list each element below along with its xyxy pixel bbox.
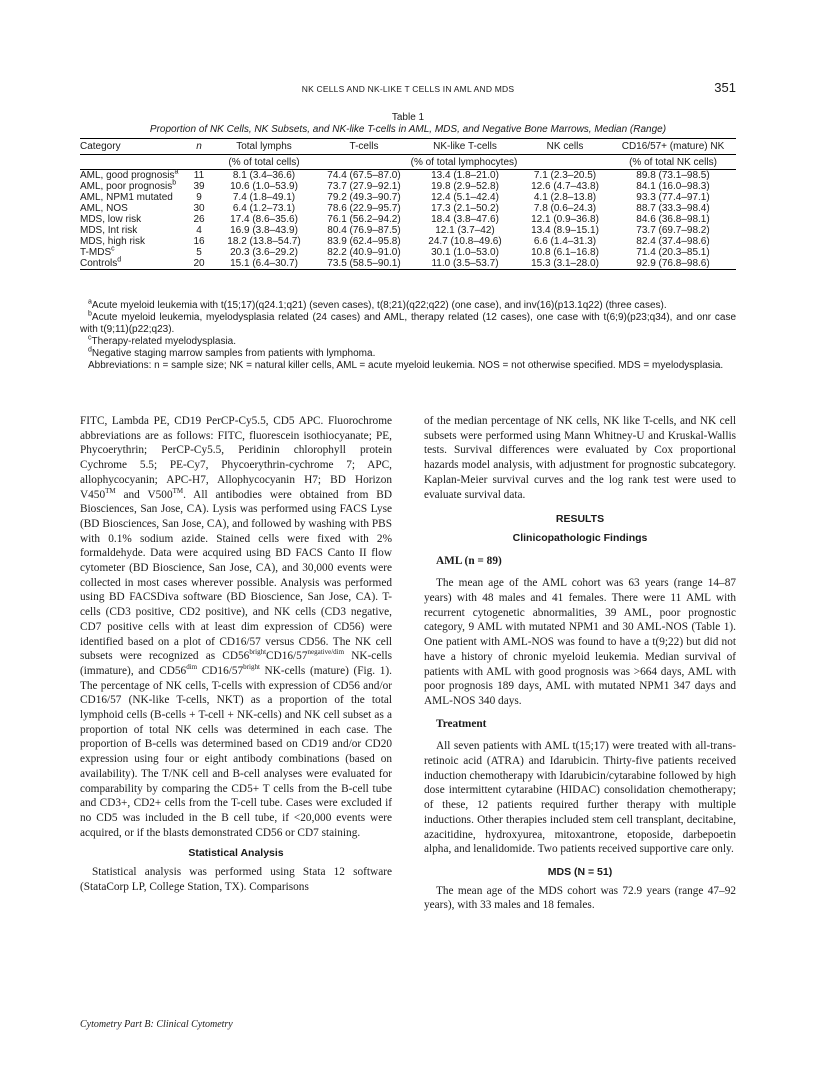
value-cell: 12.1 (0.9–36.8): [531, 214, 599, 225]
value-cell: 18.2 (13.8–54.7): [227, 236, 301, 247]
category-cell: Controls$^d$: [80, 258, 188, 270]
methods-paragraph: FITC, Lambda PE, CD19 PerCP-Cy5.5, CD5 APC. Fluorochrome abbreviations are as follows: FITC, fluorescein isothiocyanate; PE, Phycoerythrin; PerCP-Cy5.5, Peridinin chlorophyll protein Cychrome 5.5; PE-Cy7, Phycoerythrin-cychrome 7; APC, allophycocyanin; APC-H7, Allophycocyanin H7; BD Horizon V450™ and V500™. All antibodies were obtained from BD Biosciences, San Jose, CA). Lysis was performed using FACS Lyse (BD Biosciences, San Jose, CA), and followed by washing with PBS with 0.1% sodium azide. Stained cells were fixed with 2% formaldehyde. Data were acquired using BD FACS Canto II flow cytometer (BD Bioscience, San Jose, CA), and 30,000 events were collected in most cases wherever possible. Analysis was performed using BD FACSDiva software (BD Bioscience, San Jose, CA). T-cells (CD3 positive, CD2 positive), and NK cells (CD3 negative, CD7 positive cells with at least dim expression of CD56) were identified based on a plot of CD16/57 versus CD56. The NK cell subsets were recognized as $CD56^{bright}CD16/57^{negative/dim}$ NK-cells (immature), and $CD56^{dim}$ $CD16/57^{bright}$ NK-cells (mature) (Fig. 1). The percentage of NK cells, T-cells with expression of CD56 and/or CD16/57 (NK-like T-cells, NKT) as a proportion of the total lymphoid cells (B-cells + T-cell + NK-cells) and NK cell subset as a proportion of total NK cells was determined in each case. The proportion of B-cells was determined based on CD19 and/or CD20 expression using four or eight antibody combinations (based on availability). The T/NK cell and B-cell analyses were evaluated for comparability by comparing the CD5+ T cells from the B-cell tube and CD3+, CD2+ cells from the T-cell tube. Cases were excluded if no CD5 was included in the B cell tube, if <20,000 events were acquired, or if the blasts demonstrated CD56 or CD7 staining.: [80, 415, 393, 839]
n-cell: 39: [193, 181, 205, 192]
category-cell: MDS, low risk: [80, 214, 142, 225]
column-subheader: (% of total lymphocytes): [318, 155, 610, 170]
category-cell: AML, good prognosis$^a$: [80, 168, 179, 181]
n-cell: 20: [188, 258, 210, 270]
value-cell: 74.4 (67.5–87.0): [327, 170, 401, 181]
footnote-b: $^b$Acute myeloid leukemia, myelodysplasia related (24 cases) and AML, therapy related (12 cases), one case with t(6;9)(p23;q34), and onr case with t(9;11)(p22;q23).: [80, 310, 736, 335]
value-cell: 88.7 (33.3–98.4): [636, 203, 710, 214]
value-cell: 7.4 (1.8–49.1): [232, 192, 296, 203]
n-cell: 9: [196, 192, 202, 203]
value-cell: 18.4 (3.8–47.6): [431, 214, 499, 225]
column-header: n: [188, 139, 210, 155]
n-cell: 5: [196, 247, 202, 258]
value-cell: 4.1 (2.8–13.8): [533, 192, 597, 203]
value-cell: 12.4 (5.1–42.4): [431, 192, 499, 203]
section-heading-statistical-analysis: Statistical Analysis: [188, 847, 284, 860]
column-header: CD16/57+ (mature) NK: [610, 139, 736, 155]
subsection-heading-clinicopathologic: Clinicopathologic Findings: [512, 531, 648, 544]
left-column: [80, 414, 392, 895]
value-cell: 6.6 (1.4–31.3): [533, 236, 597, 247]
category-cell: T-MDS$^c$: [80, 245, 115, 258]
value-cell: 15.1 (6.4–30.7): [210, 258, 318, 270]
table-row: [80, 247, 736, 258]
value-cell: 89.8 (73.1–98.5): [636, 170, 710, 181]
table-row: [80, 192, 736, 203]
value-cell: 80.4 (76.9–87.5): [327, 225, 401, 236]
value-cell: 11.0 (3.5–53.7): [410, 258, 520, 270]
table-footnotes: [80, 300, 736, 372]
column-header: NK cells: [520, 139, 610, 155]
value-cell: 76.1 (56.2–94.2): [327, 214, 401, 225]
value-cell: 13.4 (8.9–15.1): [531, 225, 599, 236]
value-cell: 73.5 (58.5–90.1): [318, 258, 410, 270]
page-number: 351: [714, 80, 736, 95]
value-cell: 84.1 (16.0–98.3): [636, 181, 710, 192]
column-subheader: (% of total cells): [210, 155, 318, 170]
value-cell: 73.7 (27.9–92.1): [327, 181, 401, 192]
section-heading-results: RESULTS: [555, 513, 605, 526]
value-cell: 93.3 (77.4–97.1): [636, 192, 710, 203]
category-cell: MDS, Int risk: [80, 225, 138, 236]
value-cell: 79.2 (49.3–90.7): [327, 192, 401, 203]
value-cell: 8.1 (3.4–36.6): [232, 170, 296, 181]
value-cell: 30.1 (1.0–53.0): [431, 247, 499, 258]
value-cell: 73.7 (69.7–98.2): [636, 225, 710, 236]
value-cell: 83.9 (62.4–95.8): [327, 236, 401, 247]
table-body: [80, 170, 736, 270]
column-header: T-cells: [318, 139, 410, 155]
category-cell: AML, poor prognosis$^b$: [80, 179, 177, 192]
mds-paragraph: The mean age of the MDS cohort was 72.9 years (range 47–92 years), with 33 males and 18 females.: [424, 884, 736, 912]
column-header: Total lymphs: [210, 139, 318, 155]
running-title: NK CELLS AND NK-LIKE T CELLS IN AML AND MDS: [301, 84, 515, 94]
value-cell: 78.6 (22.9–95.7): [327, 203, 401, 214]
column-header: NK-like T-cells: [410, 139, 520, 155]
value-cell: 6.4 (1.2–73.1): [232, 203, 296, 214]
column-subheader: (% of total NK cells): [610, 155, 736, 170]
category-cell: AML, NPM1 mutated: [80, 192, 173, 203]
aml-paragraph: The mean age of the AML cohort was 63 years (range 14–87 years) with 48 males and 41 females. There were 11 AML with recurrent cytogenetic abnormalities, 39 AML, poor prognostic category, 9 AML with mutated NPM1 and 30 AML-NOS (Table 1). One patient with AML-NOS was found to have a t(9;22) but did not have a history of chronic myeloid leukemia. Median survival of patients with AML with good prognosis was >664 days, AML with poor prognosis 189 days, AML with mutated NPM1 347 days and AML-NOS 340 days.: [424, 577, 736, 707]
column-header: Category: [80, 139, 188, 155]
n-cell: 4: [196, 225, 202, 236]
value-cell: 82.4 (37.4–98.6): [636, 236, 710, 247]
value-cell: 17.3 (2.1–50.2): [431, 203, 499, 214]
value-cell: 15.3 (3.1–28.0): [520, 258, 610, 270]
n-cell: 11: [193, 170, 205, 181]
footnote-a: $^a$Acute myeloid leukemia with t(15;17)(q24.1;q21) (seven cases), t(8;21)(q22;q22) (one case), and inv(16)(p13.1q22) (three cases).: [88, 298, 667, 311]
value-cell: 7.8 (0.6–24.3): [533, 203, 597, 214]
value-cell: 24.7 (10.8–49.6): [428, 236, 502, 247]
table-row: [80, 225, 736, 236]
n-cell: 30: [193, 203, 205, 214]
right-column: [424, 414, 736, 913]
n-cell: 16: [193, 236, 205, 247]
data-table: [80, 138, 736, 270]
footnote-abbreviations: Abbreviations: n = sample size; NK = natural killer cells, AML = acute myeloid leukemia. NOS = not otherwise specified. MDS = myelodysplasia.: [88, 360, 724, 371]
journal-footer: Cytometry Part B: Clinical Cytometry: [80, 1019, 233, 1030]
value-cell: 19.8 (2.9–52.8): [431, 181, 499, 192]
category-cell: AML, NOS: [80, 203, 128, 214]
subheading-mds: MDS (N = 51): [547, 865, 613, 878]
subheading-treatment: Treatment: [436, 717, 487, 730]
footnote-d: $^d$Negative staging marrow samples from patients with lymphoma.: [88, 346, 376, 359]
table-row: [80, 258, 736, 270]
value-cell: 12.6 (4.7–43.8): [531, 181, 599, 192]
table-row: [80, 203, 736, 214]
category-cell: MDS, high risk: [80, 236, 146, 247]
value-cell: 10.8 (6.1–16.8): [531, 247, 599, 258]
value-cell: 10.6 (1.0–53.9): [230, 181, 298, 192]
value-cell: 13.4 (1.8–21.0): [431, 170, 499, 181]
table-subheader-row: [80, 155, 736, 170]
value-cell: 17.4 (8.6–35.6): [230, 214, 298, 225]
value-cell: 84.6 (36.8–98.1): [636, 214, 710, 225]
treatment-paragraph: All seven patients with AML t(15;17) were treated with all-trans-retinoic acid (ATRA) and Idarubicin. Thirty-five patients received induction chemotherapy with Idarubicin/cytarabine followed by high dose intermittent cytarabine (HIDAC) consolidation chemotherapy; of these, 12 patients required further therapy with multiple inductions. Other therapies included stem cell transplant, decitabine, azacitidine, hydroxyurea, mitoxantrone, etoposide, darbepoetin alpha, and lenalidomide. Two patients received supportive care only.: [424, 740, 736, 856]
value-cell: 7.1 (2.3–20.5): [533, 170, 597, 181]
running-header: [0, 82, 816, 98]
n-cell: 26: [193, 214, 205, 225]
statistics-paragraph: Statistical analysis was performed using Stata 12 software (StataCorp LP, College Station, TX). Comparisons: [80, 866, 392, 893]
table-row: [80, 170, 736, 182]
table-row: [80, 236, 736, 247]
value-cell: 12.1 (3.7–42): [435, 225, 495, 236]
table-header-row: [80, 139, 736, 155]
value-cell: 71.4 (20.3–85.1): [636, 247, 710, 258]
value-cell: 16.9 (3.8–43.9): [230, 225, 298, 236]
methods-continued-paragraph: of the median percentage of NK cells, NK like T-cells, and NK cell subsets were performed using Mann Whitney-U and Kruskal-Wallis tests. Survival differences were evaluated by Cox proportional hazards model analysis, with adjustment for prognostic subcategory. Kaplan-Meier survival curves and the log rank test were used to evaluate survival data.: [424, 415, 736, 501]
table-label: Table 1: [391, 112, 425, 123]
table-row: [80, 181, 736, 192]
value-cell: 82.2 (40.9–91.0): [327, 247, 401, 258]
subheading-aml: AML (n = 89): [436, 554, 502, 567]
table-caption: [80, 112, 736, 136]
table-title: Proportion of NK Cells, NK Subsets, and NK-like T-cells in AML, MDS, and Negative Bone Marrows, Median (Range): [149, 124, 667, 135]
value-cell: 20.3 (3.6–29.2): [230, 247, 298, 258]
footnote-c: $^c$Therapy-related myelodysplasia.: [88, 334, 237, 347]
value-cell: 92.9 (76.8–98.6): [610, 258, 736, 270]
table-row: [80, 214, 736, 225]
